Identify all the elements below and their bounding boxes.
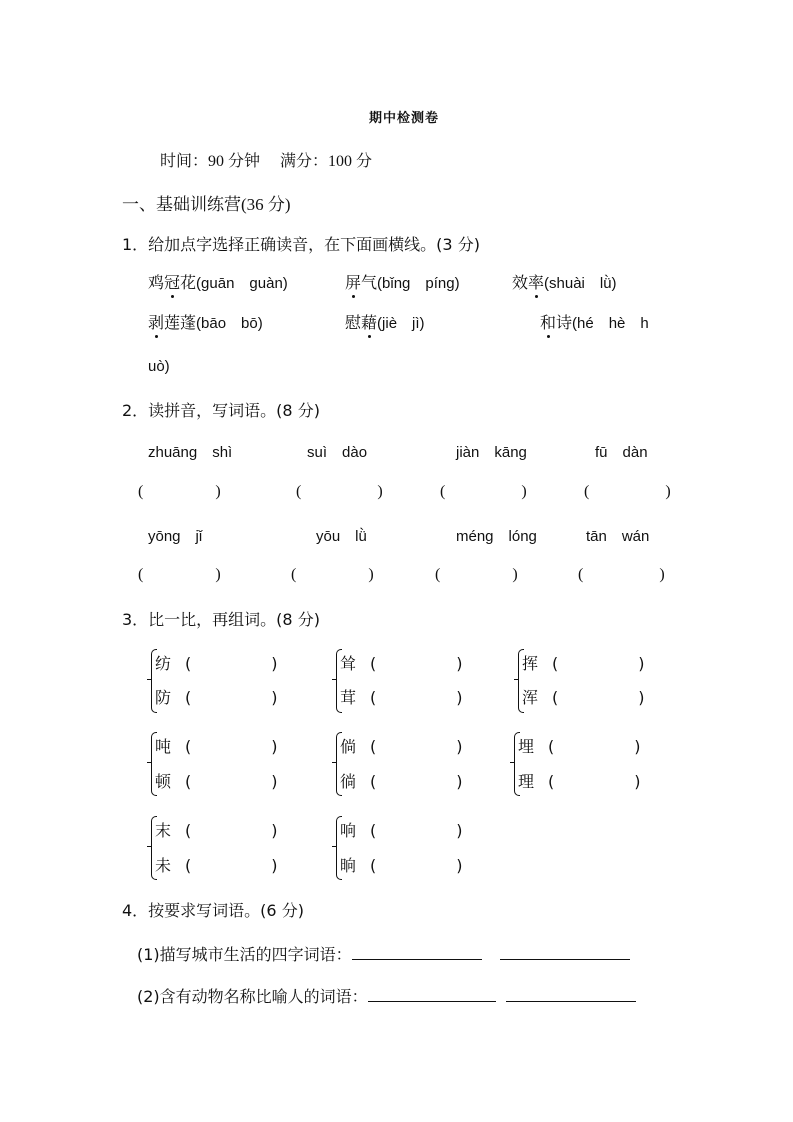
q1-wrap-text: uò) <box>148 358 170 375</box>
answer-paren-8[interactable]: ( ) <box>578 566 665 583</box>
q1-item-6: 和诗(hé hè h <box>540 310 649 333</box>
char-pair-item: 理 ( ) <box>518 772 641 791</box>
char-pair-item: 未 ( ) <box>155 856 278 875</box>
q1-item-4: 剥莲蓬(bāo bō) <box>148 310 263 333</box>
pinyin-3: jiàn kāng <box>456 444 527 461</box>
answer-paren-7[interactable]: ( ) <box>435 566 518 583</box>
q4-sub-2: (2)含有动物名称比喻人的词语： <box>137 984 636 1007</box>
answer-line[interactable] <box>368 985 496 1002</box>
char-pair-item: 响 ( ) <box>340 821 463 840</box>
char-pair-item: 纺 ( ) <box>155 654 278 673</box>
answer-paren-2[interactable]: ( ) <box>296 483 383 500</box>
question-2-prompt: 2．读拼音，写词语。(8 分) <box>122 401 320 420</box>
char-pair-item: 徜 ( ) <box>340 772 463 791</box>
char-pair-item: 茸 ( ) <box>340 688 463 707</box>
pinyin-5: yōng jǐ <box>148 528 203 545</box>
time-info: 时间：90 分钟 满分：100 分 <box>160 153 373 170</box>
q4-sub-1: (1)描写城市生活的四字词语： <box>137 942 630 965</box>
char-pair-item: 防 ( ) <box>155 688 278 707</box>
answer-paren-6[interactable]: ( ) <box>291 566 374 583</box>
answer-line[interactable] <box>506 985 636 1002</box>
char-pair-item: 倘 ( ) <box>340 737 463 756</box>
answer-paren-4[interactable]: ( ) <box>584 483 671 500</box>
answer-paren-1[interactable]: ( ) <box>138 483 221 500</box>
q1-item-1: 鸡冠花(guān guàn) <box>148 270 288 293</box>
char-pair-item: 耸 ( ) <box>340 654 463 673</box>
pinyin-6: yōu lǜ <box>316 528 367 545</box>
char-pair-item: 晌 ( ) <box>340 856 463 875</box>
char-pair-item: 挥 ( ) <box>522 654 645 673</box>
question-3-prompt: 3．比一比，再组词。(8 分) <box>122 610 320 629</box>
q1-item-5: 慰藉(jiè jì) <box>345 310 425 333</box>
pinyin-8: tān wán <box>586 528 650 545</box>
section-heading: 一、基础训练营(36 分) <box>122 195 291 214</box>
question-4-prompt: 4．按要求写词语。(6 分) <box>122 901 304 920</box>
answer-paren-3[interactable]: ( ) <box>440 483 527 500</box>
char-pair-item: 顿 ( ) <box>155 772 278 791</box>
pinyin-7: méng lóng <box>456 528 537 545</box>
pinyin-4: fū dàn <box>595 444 648 461</box>
q1-item-3: 效率(shuài lǜ) <box>512 270 617 293</box>
question-1-prompt: 1．给加点字选择正确读音，在下面画横线。(3 分) <box>122 235 480 254</box>
char-pair-item: 埋 ( ) <box>518 737 641 756</box>
pinyin-1: zhuāng shì <box>148 444 233 461</box>
page-title: 期中检测卷 <box>369 111 440 126</box>
char-pair-item: 末 ( ) <box>155 821 278 840</box>
q1-item-2: 屏气(bǐng píng) <box>345 270 460 293</box>
char-pair-item: 浑 ( ) <box>522 688 645 707</box>
answer-paren-5[interactable]: ( ) <box>138 566 221 583</box>
answer-line[interactable] <box>352 943 482 960</box>
answer-line[interactable] <box>500 943 630 960</box>
char-pair-item: 吨 ( ) <box>155 737 278 756</box>
pinyin-2: suì dào <box>307 444 368 461</box>
